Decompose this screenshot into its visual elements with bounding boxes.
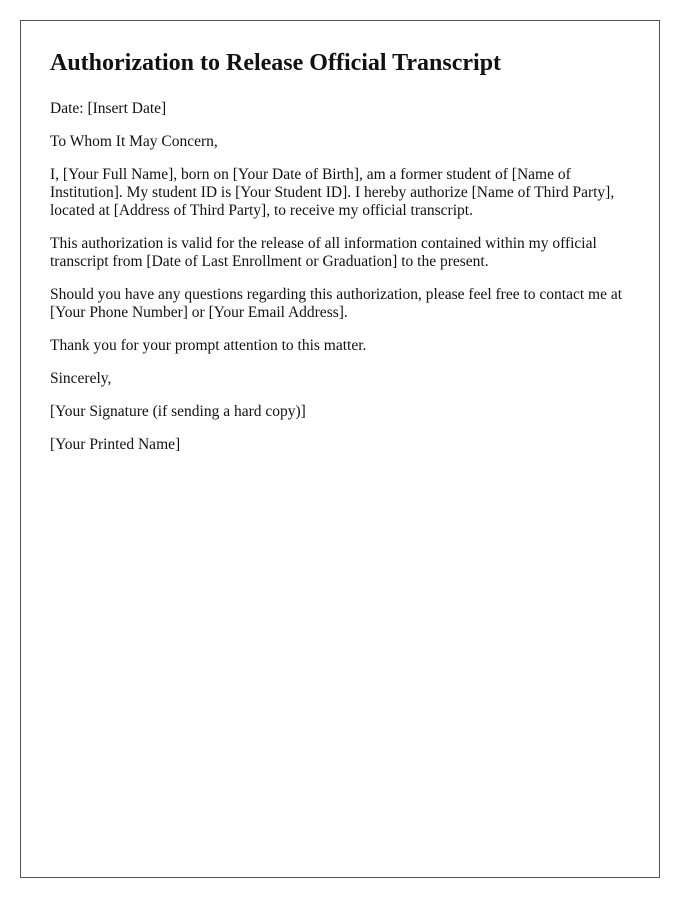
- letter-body: [50, 47, 640, 469]
- salutation: To Whom It May Concern,: [50, 133, 218, 150]
- date-line: Date: [Insert Date]: [50, 100, 167, 117]
- authorization-paragraph: I, [Your Full Name], born on [Your Date of Birth], am a former student of [Name of Institution]. My student ID is [Your Student ID]. I hereby authorize [Name of Third Party], located at [Address of Third Party], to receive my official transcript.: [50, 166, 615, 219]
- document-page: [20, 20, 660, 878]
- contact-paragraph: Should you have any questions regarding this authorization, please feel free to contact me at [Your Phone Number] or [Your Email Address].: [50, 286, 623, 321]
- validity-paragraph: This authorization is valid for the release of all information contained within my official transcript from [Date of Last Enrollment or Graduation] to the present.: [50, 235, 597, 270]
- thanks-line: Thank you for your prompt attention to this matter.: [50, 337, 367, 354]
- printed-name: [Your Printed Name]: [50, 436, 181, 453]
- closing: Sincerely,: [50, 370, 112, 387]
- signature-line: [Your Signature (if sending a hard copy)]: [50, 403, 306, 420]
- letter-title: Authorization to Release Official Transcript: [50, 50, 502, 76]
